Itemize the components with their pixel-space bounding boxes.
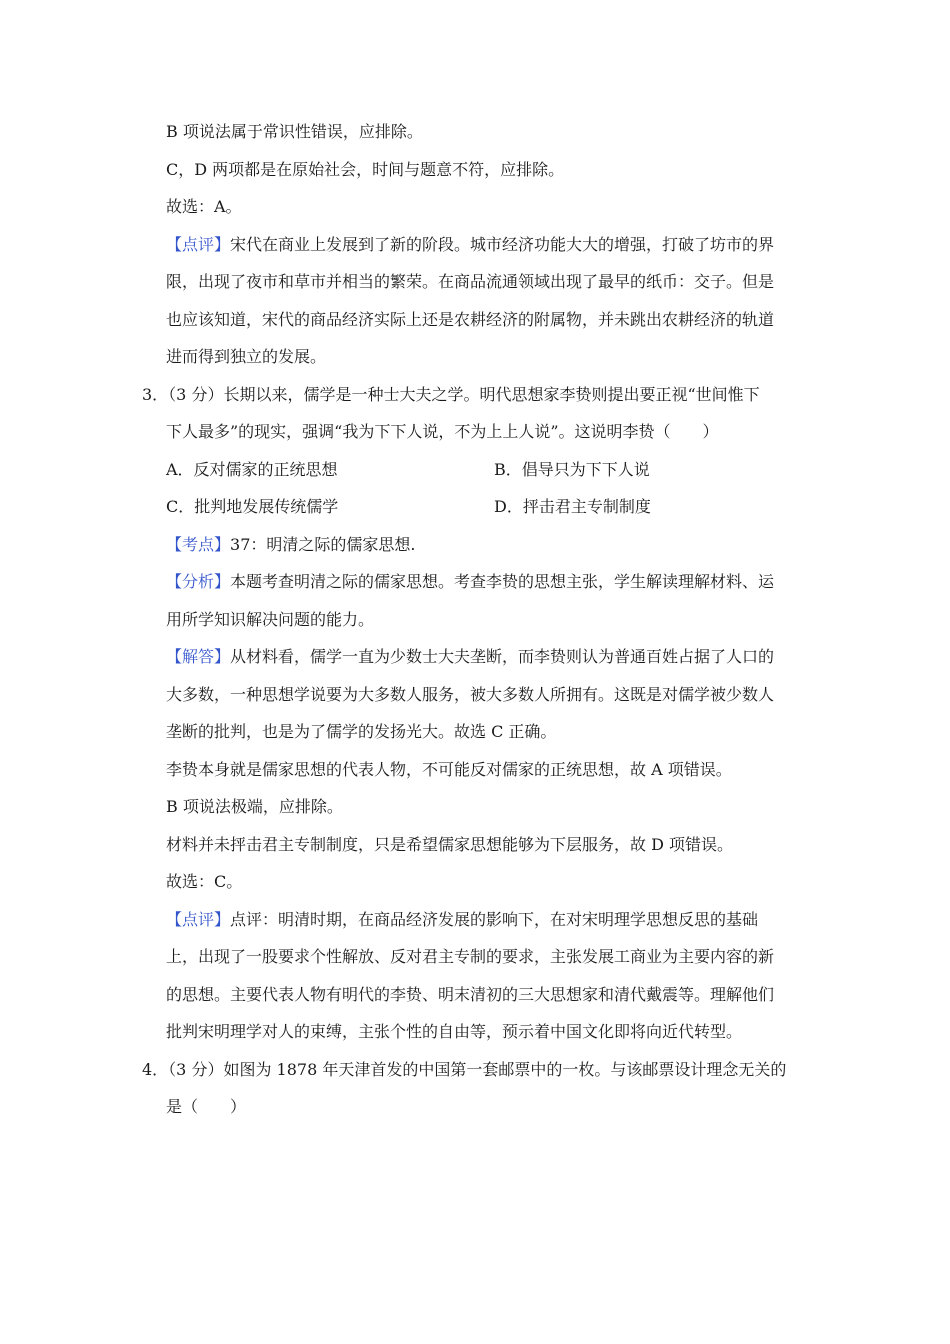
kaodian-line	[166, 535, 415, 555]
dianping-tag: 【点评】	[166, 910, 231, 929]
fenxi-line	[166, 572, 774, 592]
text-line: C，D 两项都是在原始社会，时间与题意不符，应排除。	[166, 160, 565, 179]
comment-text: 宋代在商业上发展到了新的阶段。城市经济功能大大的增强，打破了坊市的界	[230, 235, 775, 254]
comment-text: 限，出现了夜市和草市并相当的繁荣。在商品流通领域出现了最早的纸币：交子。但是	[166, 272, 775, 291]
option-c: C．批判地发展传统儒学	[166, 497, 339, 516]
comment-tag: 【点评】	[166, 235, 231, 254]
jieda-line	[166, 647, 774, 667]
dianping-text: 点评：明清时期，在商品经济发展的影响下，在对宋明理学思想反思的基础	[230, 910, 759, 929]
comment-line	[166, 235, 774, 255]
kaodian-text: 37：明清之际的儒家思想.	[230, 535, 416, 554]
fenxi-text: 本题考查明清之际的儒家思想。考查李贽的思想主张，学生解读理解材料、运	[230, 572, 775, 591]
question-3-stem: 3．（3 分）长期以来，儒学是一种士大夫之学。明代思想家李贽则提出要正视“世间惟下	[142, 385, 760, 404]
fenxi-line: 用所学知识解决问题的能力。	[166, 610, 375, 629]
jieda-line: B 项说法极端，应排除。	[166, 797, 343, 816]
text-line: 故选：A。	[166, 197, 242, 216]
question-4-stem: 4．（3 分）如图为 1878 年天津首发的中国第一套邮票中的一枚。与该邮票设计理念无关的	[142, 1060, 787, 1079]
dianping-line	[166, 910, 758, 930]
jieda-line: 垄断的批判，也是为了儒学的发扬光大。故选 C 正确。	[166, 722, 557, 741]
comment-line: 也应该知道，宋代的商品经济实际上还是农耕经济的附属物，并未跳出农耕经济的轨道	[166, 310, 775, 329]
jieda-line: 大多数，一种思想学说要为大多数人服务，被大多数人所拥有。这既是对儒学被少数人	[166, 685, 775, 704]
jieda-line: 李贽本身就是儒家思想的代表人物，不可能反对儒家的正统思想，故 A 项错误。	[166, 760, 732, 779]
text-line: B 项说法属于常识性错误，应排除。	[166, 122, 423, 141]
comment-line	[166, 272, 806, 292]
dianping-line: 的思想。主要代表人物有明代的李贽、明末清初的三大思想家和清代戴震等。理解他们	[166, 985, 775, 1004]
fenxi-tag: 【分析】	[166, 572, 231, 591]
option-a: A．反对儒家的正统思想	[166, 460, 338, 479]
question-4-stem: 是（ ）	[166, 1097, 247, 1116]
comment-line: 进而得到独立的发展。	[166, 347, 327, 366]
dianping-line: 批判宋明理学对人的束缚，主张个性的自由等，预示着中国文化即将向近代转型。	[166, 1022, 743, 1041]
question-3-stem: 下人最多”的现实，强调“我为下下人说，不为上上人说”。这说明李贽（ ）	[166, 422, 719, 441]
kaodian-tag: 【考点】	[166, 535, 231, 554]
option-d: D．抨击君主专制制度	[494, 497, 651, 516]
jieda-line: 故选：C。	[166, 872, 243, 891]
jieda-line: 材料并未抨击君主专制制度，只是希望儒家思想能够为下层服务，故 D 项错误。	[166, 835, 734, 854]
jieda-text: 从材料看，儒学一直为少数士大夫垄断，而李贽则认为普通百姓占据了人口的	[230, 647, 775, 666]
jieda-tag: 【解答】	[166, 647, 231, 666]
dianping-line: 上，出现了一股要求个性解放、反对君主专制的要求，主张发展工商业为主要内容的新	[166, 947, 775, 966]
option-b: B．倡导只为下下人说	[494, 460, 650, 479]
